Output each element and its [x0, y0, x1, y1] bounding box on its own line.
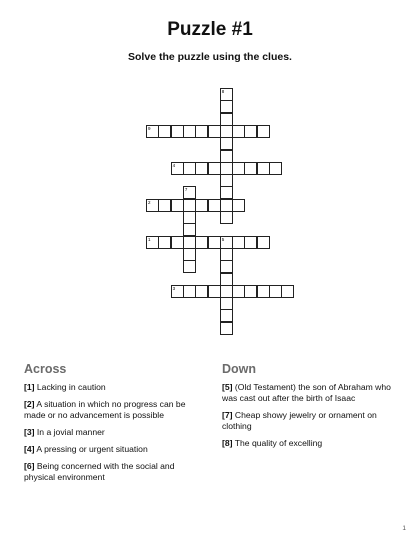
clue-text: Cheap showy jewelry or ornament on clothing — [222, 410, 377, 431]
grid-cell[interactable] — [220, 88, 233, 101]
grid-cell[interactable] — [257, 285, 270, 298]
cell-number: 1 — [148, 236, 151, 242]
grid-cell[interactable] — [171, 125, 184, 138]
grid-cell[interactable] — [232, 125, 245, 138]
cell-number: 3 — [172, 285, 176, 291]
page-number: 1 — [402, 525, 406, 532]
clue-across-2 — [24, 399, 199, 421]
grid-cell[interactable] — [220, 285, 233, 298]
grid-cell[interactable] — [171, 236, 184, 249]
grid-cell[interactable] — [183, 211, 196, 224]
grid-cell[interactable] — [208, 236, 221, 249]
down-clues — [222, 362, 397, 455]
grid-cell[interactable] — [158, 125, 171, 138]
grid-cell[interactable] — [269, 285, 282, 298]
grid-cell[interactable] — [220, 113, 233, 126]
grid-cell[interactable] — [220, 186, 233, 199]
clue-across-1 — [24, 382, 199, 393]
clue-across-6 — [24, 461, 199, 483]
grid-cell[interactable] — [195, 162, 208, 175]
clue-text: (Old Testament) the son of Abraham who was cast out after the birth of Isaac — [222, 382, 391, 403]
grid-cell[interactable] — [232, 199, 245, 212]
grid-cell[interactable] — [158, 199, 171, 212]
grid-cell[interactable] — [183, 236, 196, 249]
grid-cell[interactable] — [171, 285, 184, 298]
grid-cell[interactable] — [146, 236, 159, 249]
grid-cell[interactable] — [195, 199, 208, 212]
grid-cell[interactable] — [220, 260, 233, 273]
grid-cell[interactable] — [220, 248, 233, 261]
clue-number: [4] — [24, 444, 35, 454]
grid-cell[interactable] — [220, 162, 233, 175]
across-clues — [24, 362, 199, 489]
grid-cell[interactable] — [244, 125, 257, 138]
grid-cell[interactable] — [158, 236, 171, 249]
clue-text: The quality of excelling — [232, 438, 323, 448]
grid-cell[interactable] — [257, 162, 270, 175]
grid-cell[interactable] — [183, 162, 196, 175]
cell-number: 2 — [148, 199, 151, 205]
grid-cell[interactable] — [220, 211, 233, 224]
cell-number: 4 — [172, 162, 176, 168]
grid-cell[interactable] — [244, 236, 257, 249]
grid-cell[interactable] — [257, 125, 270, 138]
cell-number: 9 — [148, 125, 151, 131]
clue-down-8 — [222, 438, 397, 449]
clue-number: [6] — [24, 461, 35, 471]
grid-cell[interactable] — [257, 236, 270, 249]
grid-cell[interactable] — [220, 100, 233, 113]
grid-cell[interactable] — [183, 223, 196, 236]
grid-cell[interactable] — [220, 199, 233, 212]
grid-cell[interactable] — [183, 186, 196, 199]
grid-cell[interactable] — [220, 297, 233, 310]
grid-cell[interactable] — [232, 162, 245, 175]
clue-down-5 — [222, 382, 397, 404]
grid-cell[interactable] — [195, 125, 208, 138]
grid-cell[interactable] — [220, 150, 233, 163]
grid-cell[interactable] — [183, 125, 196, 138]
clue-across-3 — [24, 427, 199, 438]
cell-number: 7 — [184, 187, 188, 193]
grid-cell[interactable] — [195, 236, 208, 249]
cell-number: 5 — [221, 236, 225, 242]
grid-cell[interactable] — [244, 162, 257, 175]
grid-cell[interactable] — [281, 285, 294, 298]
grid-cell[interactable] — [146, 125, 159, 138]
grid-cell[interactable] — [244, 285, 257, 298]
page-title: Puzzle #1 — [167, 19, 253, 40]
clue-number: [7] — [222, 410, 233, 420]
grid-cell[interactable] — [183, 248, 196, 261]
clue-text: Being concerned with the social and physical environment — [24, 461, 175, 482]
clue-number: [8] — [222, 438, 233, 448]
grid-cell[interactable] — [195, 285, 208, 298]
grid-cell[interactable] — [220, 273, 233, 286]
grid-cell[interactable] — [220, 236, 233, 249]
grid-cell[interactable] — [146, 199, 159, 212]
grid-cell[interactable] — [220, 174, 233, 187]
across-heading: Across — [24, 362, 67, 376]
clue-text: Lacking in caution — [34, 382, 106, 392]
grid-cell[interactable] — [183, 199, 196, 212]
grid-cell[interactable] — [208, 199, 221, 212]
grid-cell[interactable] — [220, 137, 233, 150]
grid-cell[interactable] — [183, 260, 196, 273]
clue-text: In a jovial manner — [34, 427, 105, 437]
clue-number: [1] — [24, 382, 35, 392]
clue-number: [3] — [24, 427, 35, 437]
grid-cell[interactable] — [183, 285, 196, 298]
grid-cell[interactable] — [232, 236, 245, 249]
cell-number: 8 — [221, 89, 225, 94]
grid-cell[interactable] — [220, 309, 233, 322]
grid-cell[interactable] — [208, 285, 221, 298]
grid-cell[interactable] — [220, 322, 233, 335]
clue-across-4 — [24, 444, 199, 455]
clue-number: [5] — [222, 382, 233, 392]
grid-cell[interactable] — [232, 285, 245, 298]
grid-cell[interactable] — [171, 162, 184, 175]
clue-down-7 — [222, 410, 397, 432]
grid-cell[interactable] — [220, 125, 233, 138]
grid-cell[interactable] — [208, 162, 221, 175]
grid-cell[interactable] — [171, 199, 184, 212]
clue-text: A pressing or urgent situation — [34, 444, 148, 454]
clue-text: A situation in which no progress can be made or no advancement is possible — [24, 399, 186, 420]
page-subtitle: Solve the puzzle using the clues. — [128, 51, 292, 63]
grid-cell[interactable] — [208, 125, 221, 138]
grid-cell[interactable] — [269, 162, 282, 175]
down-heading: Down — [222, 362, 257, 376]
clue-number: [2] — [24, 399, 35, 409]
